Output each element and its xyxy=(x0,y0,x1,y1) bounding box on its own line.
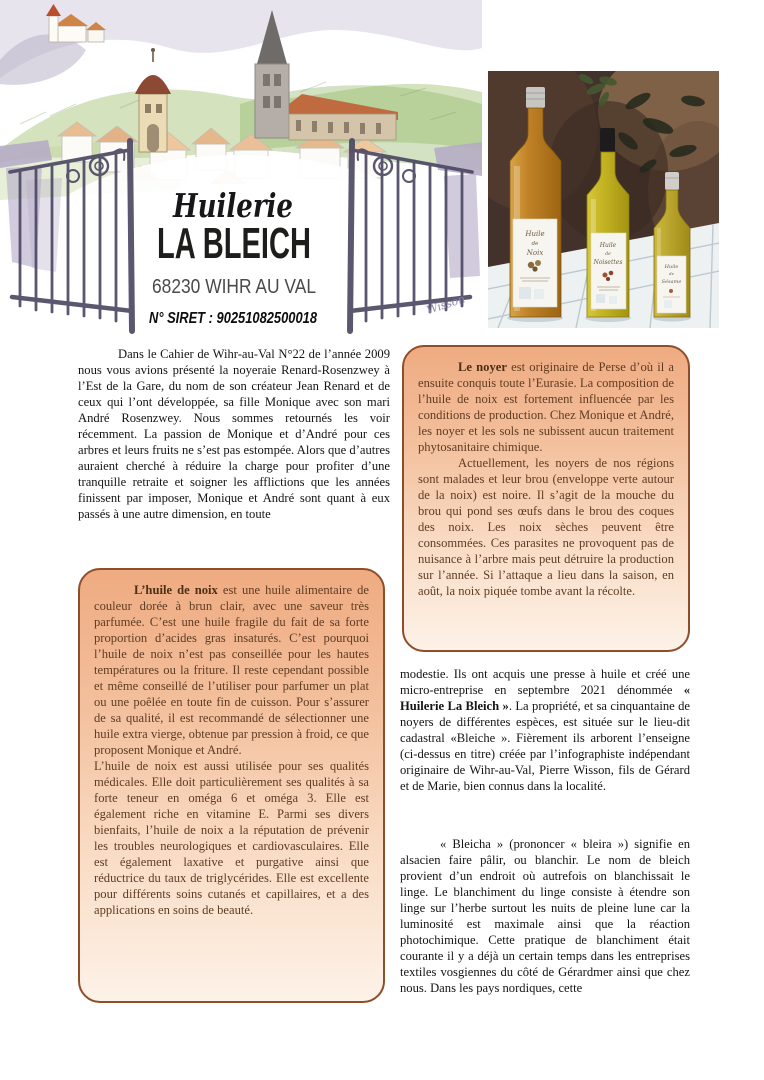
village-gate-illustration xyxy=(0,0,482,335)
sesame-label-line2: de xyxy=(669,271,674,276)
box-noix-text-1: est une huile alimentaire de couleur dorée à brun clair, avec une saveur très parfumée. C’est une huile fragile du fait de sa forte proportion d’acides gras insaturés. C’est pourquoi l’huile de noix n’est pas conseillée pour les hautes températures ou la friture. Il reste cependant possible et même conseillé de l’utiliser pour parfumer un plat ou une poêlée en toute fin de cuisson. Pour s’assurer de sa qualité, il est recommandé de sélectionner une huile extra vierge, obtenue par pression à froid, ce que proposent Monique et André. xyxy=(94,583,369,757)
box-noyer-paragraph-2: Actuellement, les noyers de nos régions sont malades et leur brou (enveloppe verte autour de la noix) est noire. Il s’agit de la mouche du brou qui pond ses œufs dans le brou des coques des noix. Les noix sèches peuvent être consommées. Ces parasites ne provoquent pas de nuisance à l’arbre mais peut détruire la production sur l’année. Si l’attaque a lieu dans la saison, en août, la noix piquée tombe avant la récolte. xyxy=(418,456,674,598)
sesame-label-line1: Huile xyxy=(664,264,679,270)
box-noix-paragraph-2: L’huile de noix est aussi utilisée pour ses qualités médicales. Elle doit particulièrement ses qualités à sa forte teneur en oméga 6 et oméga 3. Elle est également riche en vitamine E. Parmi ses divers bienfaits, l’huile de noix a la réputation de prévenir les troubles neurologiques et cardiovasculaires. Elle est également laxative et purgative ainsi que réductrice du taux de triglycérides. Elle est excellente pour différents soins cutanés et capillaires, et a des applications en soins de beauté. xyxy=(94,759,369,917)
box-noyer-lead: Le noyer xyxy=(458,360,507,374)
logo-script-title: Huilerie xyxy=(172,186,293,225)
col2-paragraph-1 xyxy=(400,666,690,794)
hazelnut-label-line3: Noisettes xyxy=(593,259,623,266)
walnut-label-line3: Noix xyxy=(526,249,544,257)
walnut-label-line2: de xyxy=(531,241,539,247)
hazelnut-label-line2: de xyxy=(605,252,611,257)
logo-address: 68230 WIHR AU VAL xyxy=(152,276,316,298)
box-noix-paragraph-1 xyxy=(94,582,369,758)
col2-paragraph-2: « Bleicha » (prononcer « bleira ») signifie en alsacien faire pâlir, ou blanchir. Le nom de bleich provient d’un endroit où autrefois on blanchissait le linge. Le blanchiment du linge consiste à étendre son linge sur l’herbe surtout les nuits de pleine lune car la luminosité est maximale ainsi que la réaction photochimique. Cette pratique de blanchiment était courante il y a déjà un certain temps dans les entreprises textiles vosgiennes du côté de Gérardmer ainsi que chez nous. Dans les pays nordiques, cette xyxy=(400,837,690,995)
box-noyer-paragraph-1 xyxy=(418,359,674,455)
col2-p1-after: . La propriété, et sa cinquantaine de noyers de différentes espèces, est située sur le lieu-dit cadastral «Bleiche ». Fièrement ils arborent l’enseigne (ci-dessus en titre) créée par l’infographiste indépendant originaire de Wihr-au-Val, Pierre Wisson, fils de Gérard et de Marie, bien connus dans la localité. xyxy=(400,699,690,793)
oil-bottles-photo xyxy=(488,71,719,328)
col2-p1-company-name: « Huilerie La Bleich » xyxy=(400,683,690,713)
logo-siret: N° SIRET : 90251082500018 xyxy=(149,310,318,327)
artist-signature: Wisson xyxy=(424,292,467,317)
box-noyer-text-1: est originaire de Perse d’où il a ensuite conquis toute l’Eurasie. La composition de l’huile de noix est fortement influencée par les conditions de production. Chez Monique et André, les noyer et les sols ne subissent aucun traitement phytosanitaire chimique. xyxy=(418,360,674,454)
col2-p1-before: modestie. Ils ont acquis une presse à huile et créé une micro-entreprise en septembre 2021 dénommée xyxy=(400,667,690,697)
logo-main-title: LA BLEICH xyxy=(157,219,311,268)
sidebar-box-noyer xyxy=(402,345,690,652)
walnut-label-line1: Huile xyxy=(525,230,545,238)
sidebar-box-huile-de-noix xyxy=(78,568,385,1003)
intro-paragraph: Dans le Cahier de Wihr-au-Val N°22 de l’année 2009 nous vous avions présenté la noyeraie Renard-Rosenzwey à l’Est de la Gare, du nom de son créateur Jean Renard et de ceux qui l’ont développée, sa fille Monique avec son mari André Rosenzwey. Nous sommes retournés les voir récemment. La passion de Monique et d’André pour ces arbres et leurs fruits ne s’est pas estompée. Alors que d’autres auraient cherché à réduire la charge pour profiter d’une tranquille retraite et soigner les afflictions que les années finissent par imposer, Monique et André sont quant à eux passés à une autre dimension, en toute xyxy=(78,347,390,521)
village-bell-tower xyxy=(135,48,171,152)
box-noix-lead: L’huile de noix xyxy=(134,583,218,597)
hazelnut-label-line1: Huile xyxy=(599,242,617,249)
sesame-label-line3: Sésame xyxy=(661,279,682,285)
